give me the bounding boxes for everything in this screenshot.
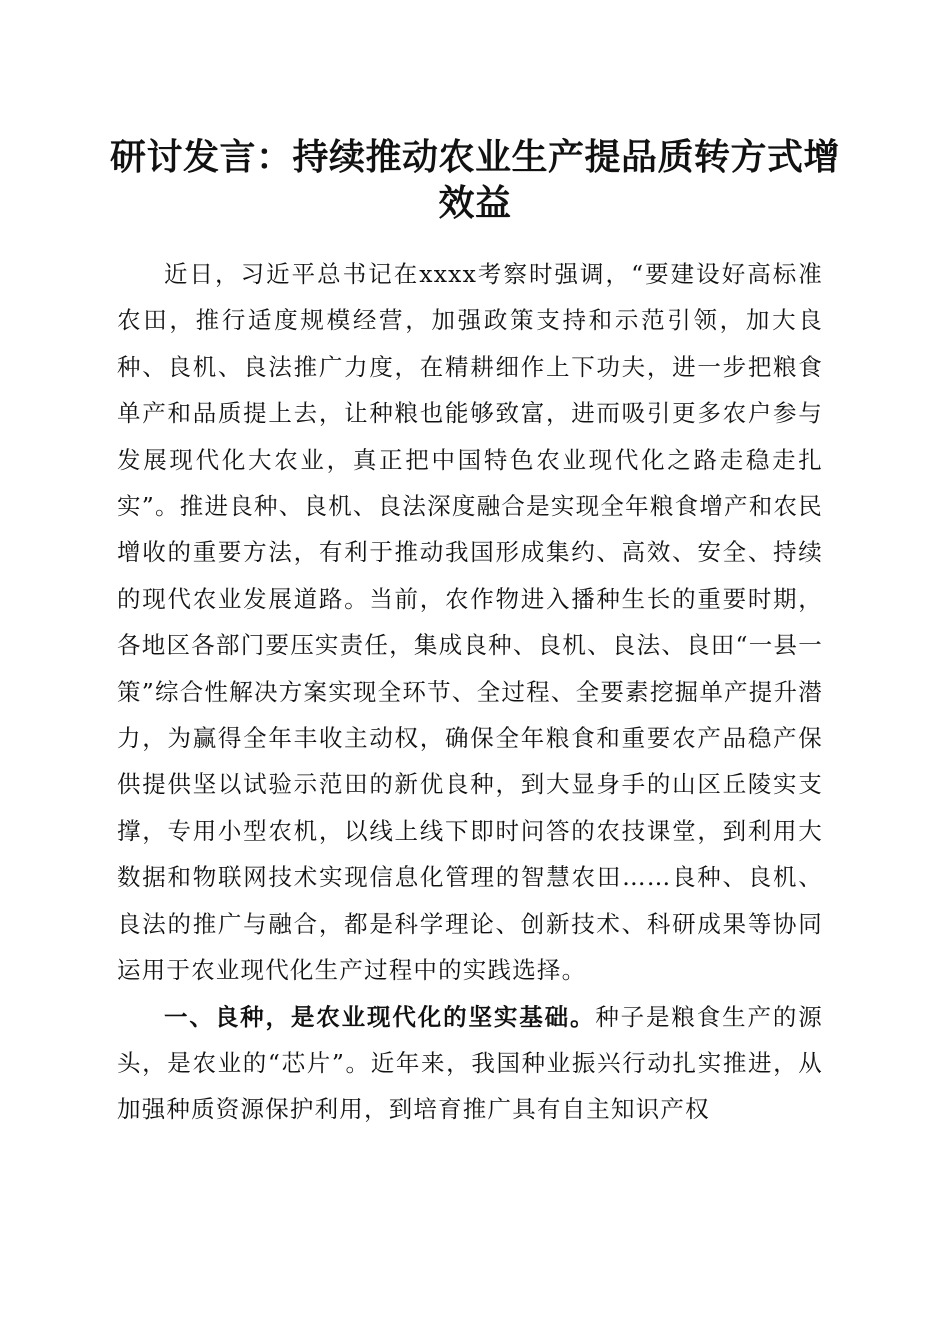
paragraph-text: 近日，习近平总书记在xxxx考察时强调，“要建设好高标准农田，推行适度规模经营，加强政策支持和示范引领，加大良种、良机、良法推广力度，在精耕细作上下功夫，进一步把粮食单产和品质提上去，让种粮也能够致富，进而吸引更多农户参与发展现代化大农业，真正把中国特色农业现代化之路走稳走扎实”。推进良种、良机、良法深度融合是实现全年粮食增产和农民增收的重要方法，有利于推动我国形成集约、高效、安全、持续的现代农业发展道路。当前，农作物进入播种生长的重要时期，各地区各部门要压实责任，集成良种、良机、良法、良田“一县一策”综合性解决方案实现全环节、全过程、全要素挖掘单产提升潜力，为赢得全年丰收主动权，确保全年粮食和重要农产品稳产保供提供坚以试验示范田的新优良种，到大显身手的山区丘陵实支撑，专用小型农机，以线上线下即时问答的农技课堂，到利用大数据和物联网技术实现信息化管理的智慧农田……良种、良机、良法的推广与融合，都是科学理论、创新技术、科研成果等协同运用于农业现代化生产过程中的实践选择。 [117, 260, 823, 985]
document-body [117, 251, 823, 1133]
section-heading: 一、良种，是农业现代化的坚实基础。 [164, 1002, 596, 1031]
paragraph-text: 种子是粮食生产的源头，是农业的“芯片”。近年来，我国种业振兴行动扎实推进，从加强种质资源保护利用，到培育推广具有自主知识产权 [117, 1002, 823, 1124]
document-title: 研讨发言：持续推动农业生产提品质转方式增效益 [110, 136, 841, 224]
body-paragraph-section-one [117, 994, 823, 1133]
body-paragraph-intro [117, 251, 823, 994]
